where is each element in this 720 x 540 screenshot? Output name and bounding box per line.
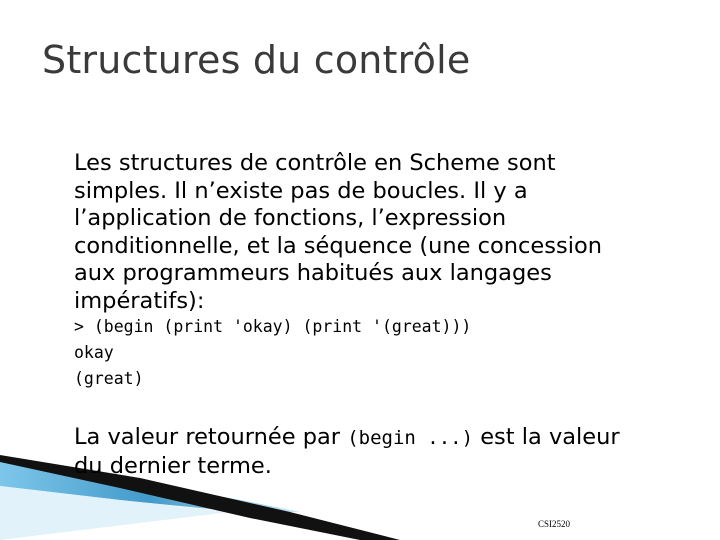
slide-footer: CSI2520 [538,519,571,529]
conclusion-text: La valeur retournée par [74,424,348,450]
code-line: (great) [74,369,144,388]
inline-code: (begin ...) [347,427,474,449]
conclusion-paragraph [74,424,634,480]
intro-paragraph: Les structures de contrôle en Scheme sont simples. Il n’existe pas de boucles. Il y a l’application de fonctions, l’expression conditionnelle, et la séquence (une concession aux programmeurs habitués aux langages impératifs): [74,150,602,314]
code-line: okay [74,343,114,362]
slide-title: Structures du contrôle [42,38,471,82]
code-example [74,314,471,392]
conclusion-text-end: est la valeur du dernier terme. [74,424,620,479]
code-line: > (begin (print 'okay) (print '(great))) [74,317,472,336]
